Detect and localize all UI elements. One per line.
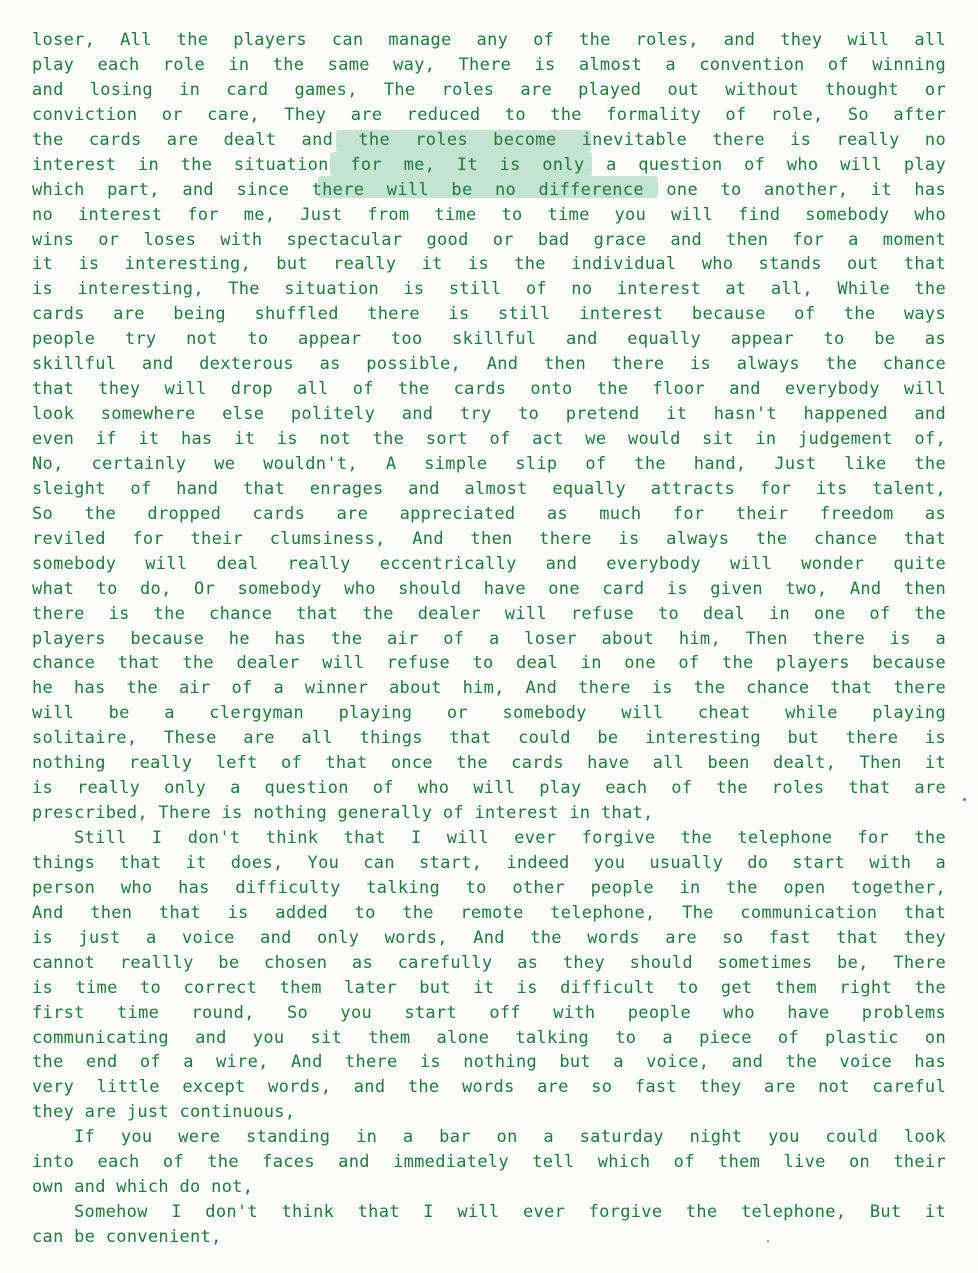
text-line: Somehow I don't think that I will ever forgive the telephone, But it xyxy=(74,1202,946,1223)
body-text xyxy=(32,28,946,1250)
text-line: which part, and since there will be no difference one to another, it has xyxy=(32,179,946,200)
text-line: the end of a wire, And there is nothing but a voice, and the voice has xyxy=(32,1052,946,1073)
text-line: No, certainly we wouldn't, A simple slip of the hand, Just like the xyxy=(32,453,946,474)
text-line: prescribed, There is nothing generally of interest in that, xyxy=(32,803,654,824)
text-line: is interesting, The situation is still of no interest at all, While the xyxy=(32,279,946,300)
text-line: play each role in the same way, There is almost a convention of winning xyxy=(32,54,946,75)
text-line: it is interesting, but really it is the individual who stands out that xyxy=(32,254,946,275)
text-line: can be convenient, xyxy=(32,1227,222,1247)
text-line: chance that the dealer will refuse to deal in one of the players because xyxy=(32,653,946,674)
text-line: person who has difficulty talking to other people in the open together, xyxy=(32,877,946,898)
text-line: conviction or care, They are reduced to the formality of role, So after xyxy=(32,104,946,125)
text-line: And then that is added to the remote telephone, The communication that xyxy=(32,902,946,923)
text-line: even if it has it is not the sort of act we would sit in judgement of, xyxy=(32,429,946,449)
text-line: will be a clergyman playing or somebody will cheat while playing xyxy=(32,703,946,724)
text-line: solitaire, These are all things that could be interesting but there is xyxy=(32,728,946,749)
text-line: very little except words, and the words are so fast they are not careful xyxy=(32,1077,946,1098)
text-line: what to do, Or somebody who should have one card is given two, And then xyxy=(32,578,946,599)
text-line: first time round, So you start off with people who have problems xyxy=(32,1002,946,1023)
text-line: into each of the faces and immediately tell which of them live on their xyxy=(32,1152,946,1173)
text-line: the cards are dealt and the roles become inevitable there is really no xyxy=(32,129,946,150)
text-line: things that it does, You can start, indeed you usually do start with a xyxy=(32,852,946,873)
text-line: look somewhere else politely and try to pretend it hasn't happened and xyxy=(32,404,946,425)
text-line: own and which do not, xyxy=(32,1177,254,1198)
text-line: there is the chance that the dealer will refuse to deal in one of the xyxy=(32,603,946,624)
text-line: communicating and you sit them alone talking to a piece of plastic on xyxy=(32,1027,946,1048)
text-line: So the dropped cards are appreciated as much for their freedom as xyxy=(32,503,946,524)
text-line: cards are being shuffled there is still interest because of the ways xyxy=(32,304,946,325)
text-line: that they will drop all of the cards onto the floor and everybody will xyxy=(32,379,946,400)
text-line: Still I don't think that I will ever forgive the telephone for the xyxy=(74,828,946,848)
text-line: people try not to appear too skillful and equally appear to be as xyxy=(32,329,946,350)
text-line: he has the air of a winner about him, And there is the chance that there xyxy=(32,678,946,699)
text-line: If you were standing in a bar on a saturday night you could look xyxy=(74,1127,946,1148)
text-line: is just a voice and only words, And the words are so fast that they xyxy=(32,927,946,948)
text-line: nothing really left of that once the cards have all been dealt, Then it xyxy=(32,753,946,774)
text-line: and losing in card games, The roles are played out without thought or xyxy=(32,79,946,100)
text-line: wins or loses with spectacular good or bad grace and then for a moment xyxy=(32,229,946,250)
text-line: skillful and dexterous as possible, And then there is always the chance xyxy=(32,354,946,375)
text-line: they are just continuous, xyxy=(32,1102,296,1123)
text-line: is time to correct them later but it is difficult to get them right the xyxy=(32,977,946,998)
text-line: interest in the situation for me, It is only a question of who will play xyxy=(32,154,946,175)
text-line: somebody will deal really eccentrically and everybody will wonder quite xyxy=(32,553,946,574)
text-line: sleight of hand that enrages and almost equally attracts for its talent, xyxy=(32,478,946,499)
ink-speck xyxy=(963,798,966,801)
text-line: reviled for their clumsiness, And then there is always the chance that xyxy=(32,528,946,549)
text-line: cannot reallly be chosen as carefully as they should sometimes be, There xyxy=(32,952,946,973)
text-line: loser, All the players can manage any of the roles, and they will all xyxy=(32,30,946,50)
text-line: is really only a question of who will play each of the roles that are xyxy=(32,778,946,799)
text-line: players because he has the air of a loser about him, Then there is a xyxy=(32,628,946,649)
text-line: no interest for me, Just from time to time you will find somebody who xyxy=(32,204,946,225)
